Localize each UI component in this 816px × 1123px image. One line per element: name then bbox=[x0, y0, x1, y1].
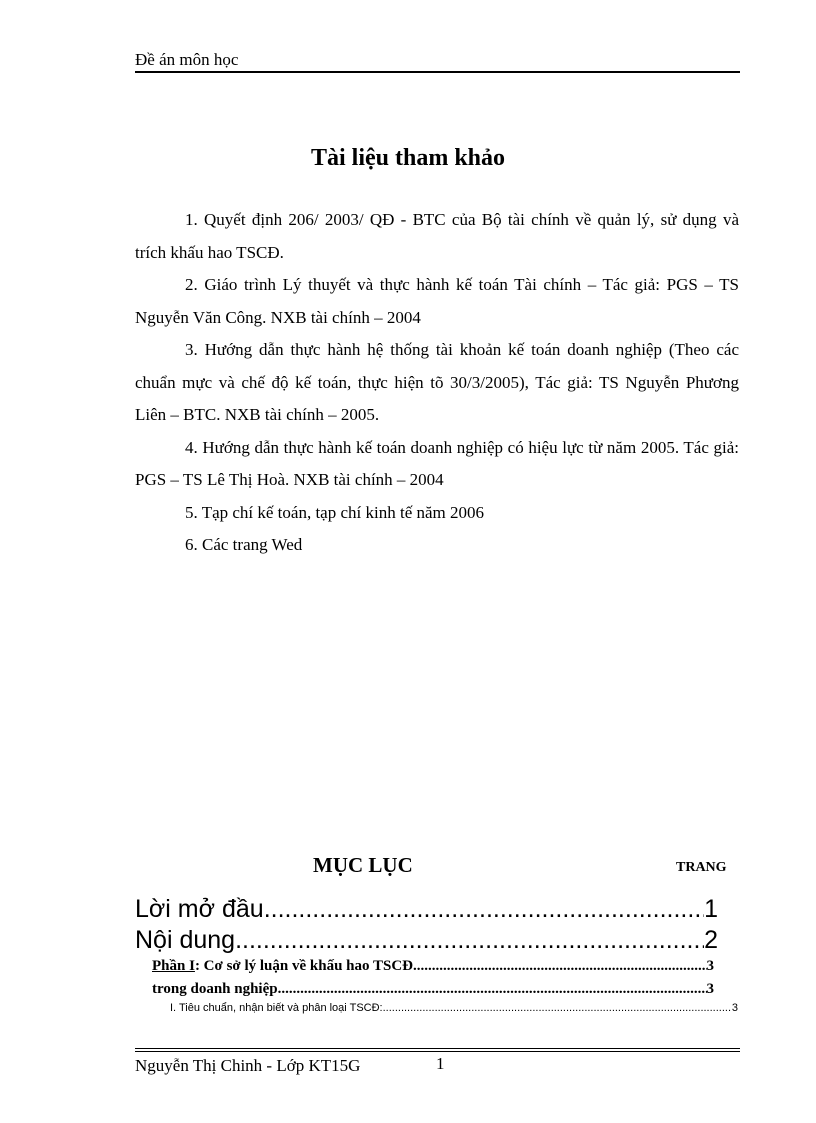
reference-list bbox=[135, 204, 739, 562]
toc-leader bbox=[413, 958, 706, 975]
toc-title: MỤC LỤC bbox=[313, 853, 413, 877]
toc-entry-prefix: Phần I bbox=[152, 958, 195, 974]
toc-entry-text: Nội dung bbox=[135, 926, 236, 954]
toc-entry-page: 2 bbox=[704, 926, 718, 954]
toc-entry-text: : Cơ sở lý luận về khấu hao TSCĐ bbox=[194, 958, 414, 974]
toc-entry-text: I. Tiêu chuẩn, nhận biết và phân loại TSCĐ: bbox=[170, 1002, 383, 1014]
reference-item: 2. Giáo trình Lý thuyết và thực hành kế toán Tài chính – Tác giả: PGS – TS Nguyễn Văn Công. NXB tài chính – 2004 bbox=[135, 275, 739, 327]
toc-page-label: TRANG bbox=[676, 860, 727, 875]
reference-item: 6. Các trang Wed bbox=[185, 535, 303, 554]
toc-leader bbox=[383, 1002, 732, 1014]
toc-entry-page: 3 bbox=[706, 958, 714, 974]
toc-entry-page: 3 bbox=[706, 981, 714, 997]
reference-item: 3. Hướng dẫn thực hành hệ thống tài khoản kế toán doanh nghiệp (Theo các chuẩn mực và chế độ kế toán, thực hiện tõ 30/3/2005), Tác giả: TS Nguyễn Phương Liên – BTC. NXB tài chính – 2005. bbox=[135, 340, 739, 424]
toc-entry[interactable] bbox=[152, 981, 714, 998]
reference-item: 5. Tạp chí kế toán, tạp chí kinh tế năm 2006 bbox=[185, 502, 485, 522]
footer-author: Nguyễn Thị Chinh - Lớp KT15G bbox=[135, 1056, 361, 1075]
page-header: Đề án môn học bbox=[135, 50, 239, 69]
toc-entry-page: 1 bbox=[704, 895, 718, 923]
toc-entry-page: 3 bbox=[731, 1002, 738, 1014]
header-rule bbox=[135, 71, 740, 73]
toc-leader bbox=[264, 895, 704, 924]
toc-leader bbox=[235, 926, 704, 955]
page-number: 1 bbox=[436, 1054, 445, 1073]
reference-item: 4. Hướng dẫn thực hành kế toán doanh nghiệp có hiệu lực từ năm 2005. Tác giả: PGS – TS Lê Thị Hoà. NXB tài chính – 2004 bbox=[135, 437, 739, 489]
toc-entry-text: trong doanh nghiệp bbox=[152, 981, 278, 997]
reference-item: 1. Quyết định 206/ 2003/ QĐ - BTC của Bộ tài chính về quản lý, sử dụng và trích khấu hao TSCĐ. bbox=[135, 210, 739, 262]
footer-rule bbox=[135, 1051, 740, 1052]
toc-entry[interactable] bbox=[152, 958, 714, 975]
footer-rule bbox=[135, 1048, 740, 1049]
toc-entry-text: Lời mở đầu bbox=[135, 895, 264, 923]
toc-entry[interactable] bbox=[170, 1002, 738, 1014]
toc-leader bbox=[278, 981, 707, 998]
toc-entry[interactable] bbox=[135, 895, 718, 924]
page-title: Tài liệu tham khảo bbox=[310, 145, 506, 171]
toc-entry[interactable] bbox=[135, 926, 718, 955]
